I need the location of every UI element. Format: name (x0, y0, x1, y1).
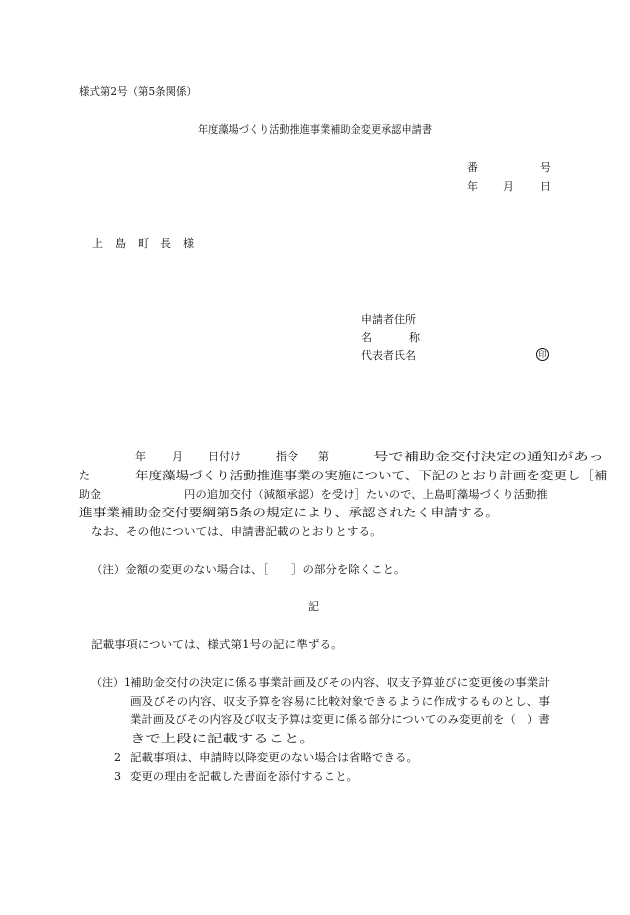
date-month: 月 (503, 180, 514, 193)
note3-text: 変更の理由を記載した書面を添付すること。 (130, 770, 358, 783)
notes-label: （注）1 (91, 676, 131, 689)
body-year: 年 (135, 450, 146, 463)
seal-mark: 印 (536, 348, 549, 361)
bracket-note: （注）金額の変更のない場合は、［ ］の部分を除くこと。 (91, 563, 406, 576)
addressee-char: 様 (183, 237, 194, 250)
note2-text: 記載事項は、申請時以降変更のない場合は省略できる。 (130, 751, 418, 764)
body-line5: なお、その他については、申請書記載のとおりとする。 (91, 525, 382, 538)
body-line2-start: た (79, 469, 90, 482)
applicant-name-label-2: 称 (409, 331, 420, 344)
number-label: 番 (467, 161, 478, 174)
note1-line: きで上段に記載すること。 (130, 732, 315, 745)
body-no: 第 (318, 450, 329, 463)
addressee-char: 上 (92, 237, 103, 250)
note1-line: 補助金交付の決定に係る事業計画及びその内容、収支予算並びに変更後の事業計 (130, 676, 550, 689)
ki-heading: 記 (308, 600, 319, 613)
note2-number: 2 (114, 751, 121, 764)
applicant-address-label: 申請者住所 (361, 313, 416, 326)
items-intro: 記載事項については、様式第1号の記に準ずる。 (91, 638, 343, 651)
body-line4: 進事業補助金交付要綱第5条の規定により、承認されたく申請する。 (79, 506, 499, 519)
form-number: 様式第2号（第5条関係） (79, 85, 197, 98)
body-month: 月 (172, 450, 183, 463)
note1-line: 画及びその内容、収支予算を容易に比較対象できるように作成するものとし、事 (130, 695, 550, 708)
date-year: 年 (467, 180, 478, 193)
body-line2-rest: 年度藻場づくり活動推進事業の実施について、下記のとおり計画を変更し［補 (135, 469, 608, 482)
note1-line: 業計画及びその内容及び収支予算は変更に係る部分についてのみ変更前を（ ）書 (130, 713, 550, 726)
body-date: 日付け (208, 450, 241, 463)
date-day: 日 (540, 180, 551, 193)
addressee-char: 島 (115, 237, 126, 250)
body-line3-start: 助金 (79, 488, 101, 501)
number-suffix: 号 (540, 161, 551, 174)
addressee-char: 町 (138, 237, 149, 250)
body-line1-rest: 号で補助金交付決定の通知があっ (373, 450, 604, 463)
note3-number: 3 (114, 770, 121, 783)
addressee-char: 長 (160, 237, 171, 250)
applicant-name-label-1: 名 (361, 331, 372, 344)
applicant-rep-label: 代表者氏名 (361, 349, 416, 362)
body-line3-rest: 円の追加交付（減額承認）を受け］たいので、上島町藻場づくり活動推 (184, 488, 548, 501)
document-title: 年度藻場づくり活動推進事業補助金変更承認申請書 (198, 123, 432, 136)
body-directive: 指令 (276, 450, 298, 463)
